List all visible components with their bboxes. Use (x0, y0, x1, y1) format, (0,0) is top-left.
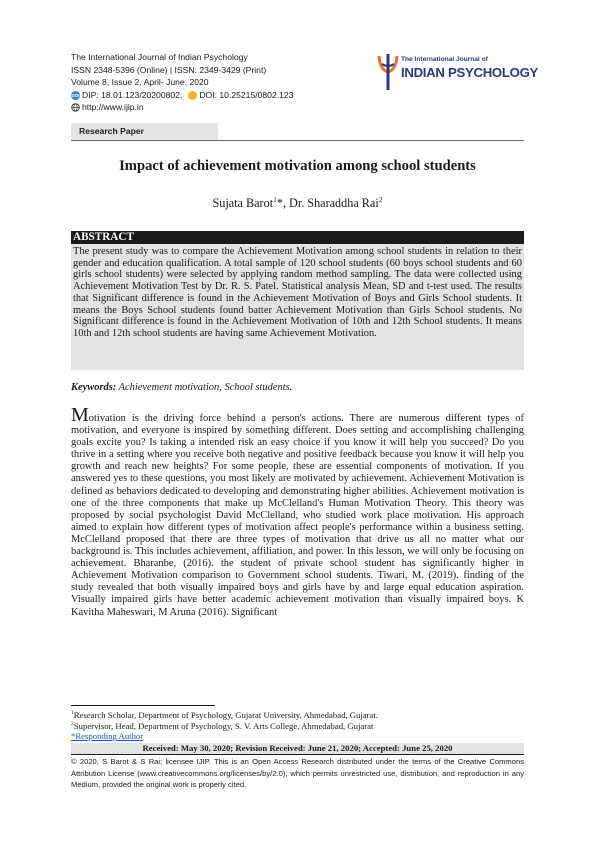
header-divider (71, 140, 524, 141)
author-2-affiliation-mark: 2 (378, 194, 383, 204)
corresponding-mark: *, (276, 196, 290, 210)
author-1-affiliation-mark: 1 (273, 194, 277, 204)
website-link[interactable]: http://www.ijip.in (82, 102, 144, 113)
footnote-1 (71, 710, 378, 721)
footnotes (71, 710, 378, 742)
author-1: Sujata Barot (212, 196, 274, 210)
keywords-label: Keywords: (71, 382, 117, 393)
drop-cap: M (71, 404, 89, 426)
journal-name: The International Journal of Indian Psychology (71, 52, 248, 62)
abstract-text: The present study was to compare the Achievement Motivation among school students in relation to their gender and education qualification. A total sample of 120 school students (60 boys school students and 60 girls school students) were selected by applying random method sampling. The data were collected using Achievement Motivation Test by Dr. R. S. Patel. Statistical analysis Mean, SD and t-test used. The results that Significant difference is found in the Achievement Motivation of Boys and Girls School students. It means the Boys School students found batter Achievement Motivation than Girls School students. No Significant difference is found in the Achievement Motivation of 10th and 12th School students. It means 10th and 12th school students are having same Achievement Motivation. (71, 244, 524, 370)
author-2: Dr. Sharaddha Rai (289, 196, 379, 210)
received-divider (71, 754, 524, 755)
logo-small-text: The International Journal of (401, 56, 488, 63)
body-paragraph (71, 404, 524, 619)
body-text: otivation is the driving force behind a person's actions. There are numerous different types of motivation, and everyone is inspired by something different. Does setting and accomplishing challenging goals excite you? Is taking a intended risk an easy choice if you know it will help you succeed? Do you thrive in a setting where you receive both negative and positive feedback because you know it will help you growth and reach new heights? For some people, these are essential components of motivation. If you answered yes to these questions, you most likely are motivated by achievement. Achievement Motivation is defined as behaviors dedicated to developing and demonstrating higher abilities. Achievement motivation is one of the three components that make up McClelland's Human Motivation Theory. This theory was proposed by social psychologist David McClelland, who studied work place motivation. His approach aimed to explain how different types of motivation affect people's performance within a business setting. McClelland proposed that there are three types of motivation that drive us all no matter what our background is. This includes achievement, affiliation, and power. In this lesson, we will only be focusing on achievement. Bharanbe, (2016). the student of private school student has significantly higher in Achievement Motivation comparison to Government school students. Tiwari, M. (2019). finding of the study revealed that both visually impaired boys and girls have by and large equal education aspiration. Visually impaired girls have better academic achievement motivation than visually impaired boys. K Kavitha Maheswari, M Aruna (2016). Significant (71, 413, 524, 618)
volume-line: Volume 8, Issue 2, April- June, 2020 (71, 77, 209, 88)
doi-icon: DOI (71, 92, 80, 98)
footnote-2-mark: 2 (71, 720, 74, 727)
dip-text: DIP: 18.01.123/20200802, (82, 89, 183, 100)
responding-author-link[interactable]: *Responding Author (71, 731, 144, 742)
footnote-divider (71, 705, 215, 706)
issn-line: ISSN 2348-5396 (Online) | ISSN: 2349-3429 (Print) (71, 64, 267, 75)
received-dates: Received: May 30, 2020; Revision Received: June 21, 2020; Accepted: June 25, 2020 (71, 743, 524, 754)
page-title: Impact of achievement motivation among school students (119, 158, 476, 174)
footnote-2 (71, 721, 378, 732)
abstract-heading: ABSTRACT (71, 231, 524, 244)
journal-logo (376, 50, 539, 92)
trident-logo-icon (376, 52, 400, 92)
footnote-2-text: Supervisor, Head, Department of Psychology, S. V. Arts College, Ahmedabad, Gujarat (73, 720, 374, 731)
article-type-badge: Research Paper (71, 123, 218, 140)
dimensions-icon (188, 91, 197, 100)
journal-meta (71, 51, 293, 114)
author-line (71, 196, 524, 211)
globe-icon (71, 103, 80, 112)
logo-big-text: INDIAN PSYCHOLOGY (401, 65, 539, 80)
doi-line (71, 89, 293, 102)
footnote-1-text: Research Scholar, Department of Psychology, Gujarat University, Ahmedabad, Gujarat. (73, 710, 378, 720)
doi-link[interactable]: DOI: 10.25215/0802.123 (199, 89, 294, 100)
footnote-1-mark: 1 (71, 710, 74, 717)
keywords-line (71, 382, 292, 393)
license-text: © 2020, S Barot & S Rai; licensee IJIP. This is an Open Access Research distributed under the terms of the Creative Commons Attribution License (www.creativecommons.org/licenses/by/2.0), which permits unrestricted use, distribution, and reproduction in any Medium, provided the original work is properly cited. (71, 757, 524, 789)
website-line (71, 101, 293, 114)
keywords-value: Achievement motivation, School students. (116, 382, 293, 393)
